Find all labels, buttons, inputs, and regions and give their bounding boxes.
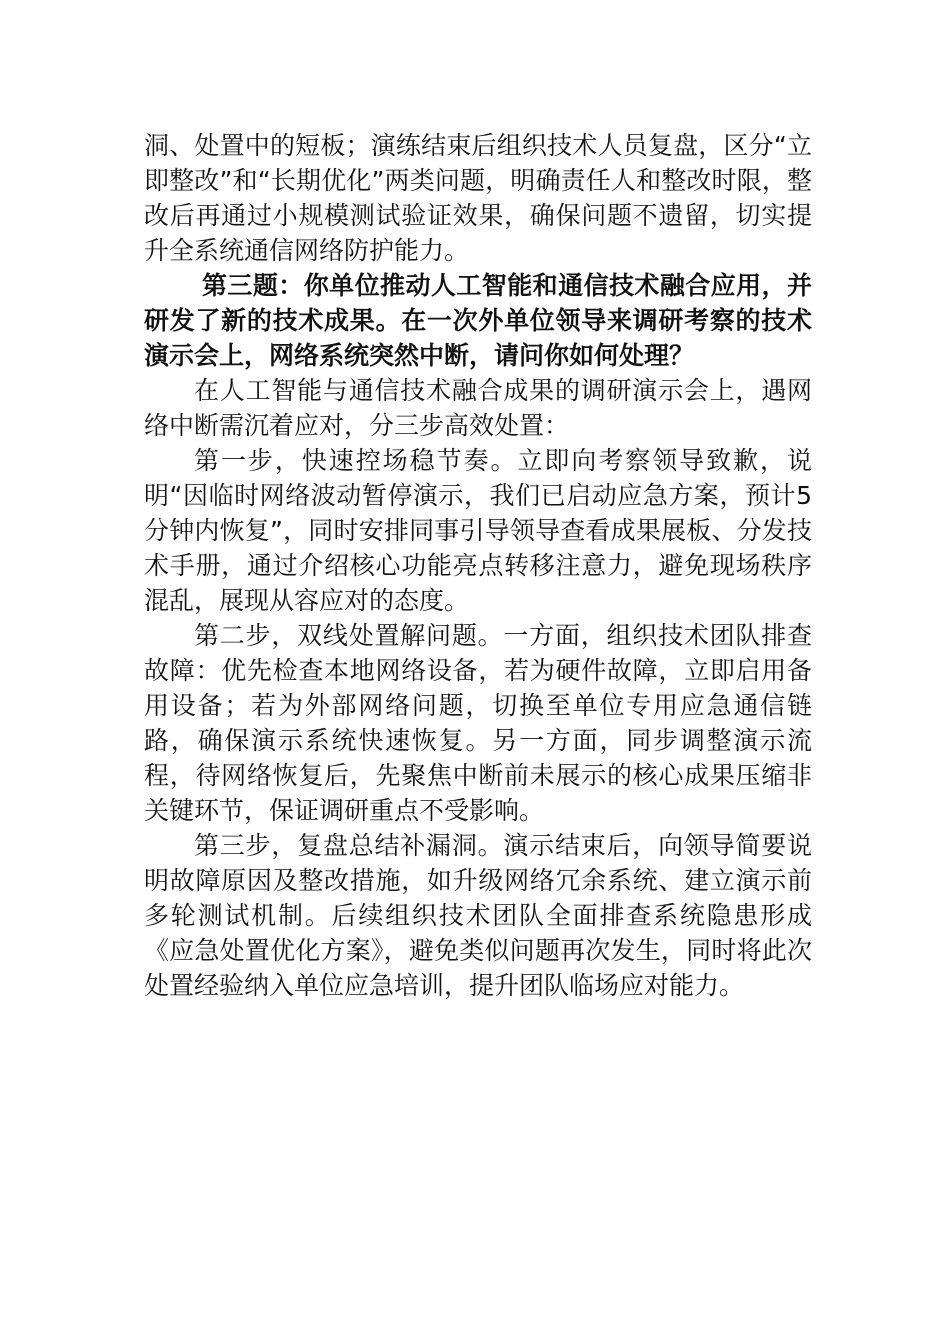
question-three: 第三题：你单位推动人工智能和通信技术融合应用，并研发了新的技术成果。在一次外单位领导来调研考察的技术演示会上，网络系统突然中断，请问你如何处理？ <box>144 271 812 370</box>
step-three: 第三步，复盘总结补漏洞。演示结束后，向领导简要说明故障原因及整改措施，如升级网络冗余系统、建立演示前多轮测试机制。后续组织技术团队全面排查系统隐患形成《应急处置优化方案》，避免类似问题再次发生，同时将此次处置经验纳入单位应急培训，提升团队临场应对能力。 <box>144 831 812 1000</box>
answer-intro: 在人工智能与通信技术融合成果的调研演示会上，遇网络中断需沉着应对，分三步高效处置： <box>144 376 812 440</box>
step-two: 第二步，双线处置解问题。一方面，组织技术团队排查故障：优先检查本地网络设备，若为硬件故障，立即启用备用设备；若为外部网络问题，切换至单位专用应急通信链路，确保演示系统快速恢复。另一方面，同步调整演示流程，待网络恢复后，先聚焦中断前未展示的核心成果压缩非关键环节，保证调研重点不受影响。 <box>144 621 812 825</box>
step-one: 第一步，快速控场稳节奏。立即向考察领导致歉，说明“因临时网络波动暂停演示，我们已启动应急方案，预计5分钟内恢复”，同时安排同事引导领导查看成果展板、分发技术手册，通过介绍核心功能亮点转移注意力，避免现场秩序混乱，展现从容应对的态度。 <box>144 446 812 615</box>
paragraph-continued: 洞、处置中的短板；演练结束后组织技术人员复盘，区分“立即整改”和“长期优化”两类问题，明确责任人和整改时限，整改后再通过小规模测试验证效果，确保问题不遗留，切实提升全系统通信网络防护能力。 <box>144 131 812 265</box>
document-body <box>144 128 812 1003</box>
